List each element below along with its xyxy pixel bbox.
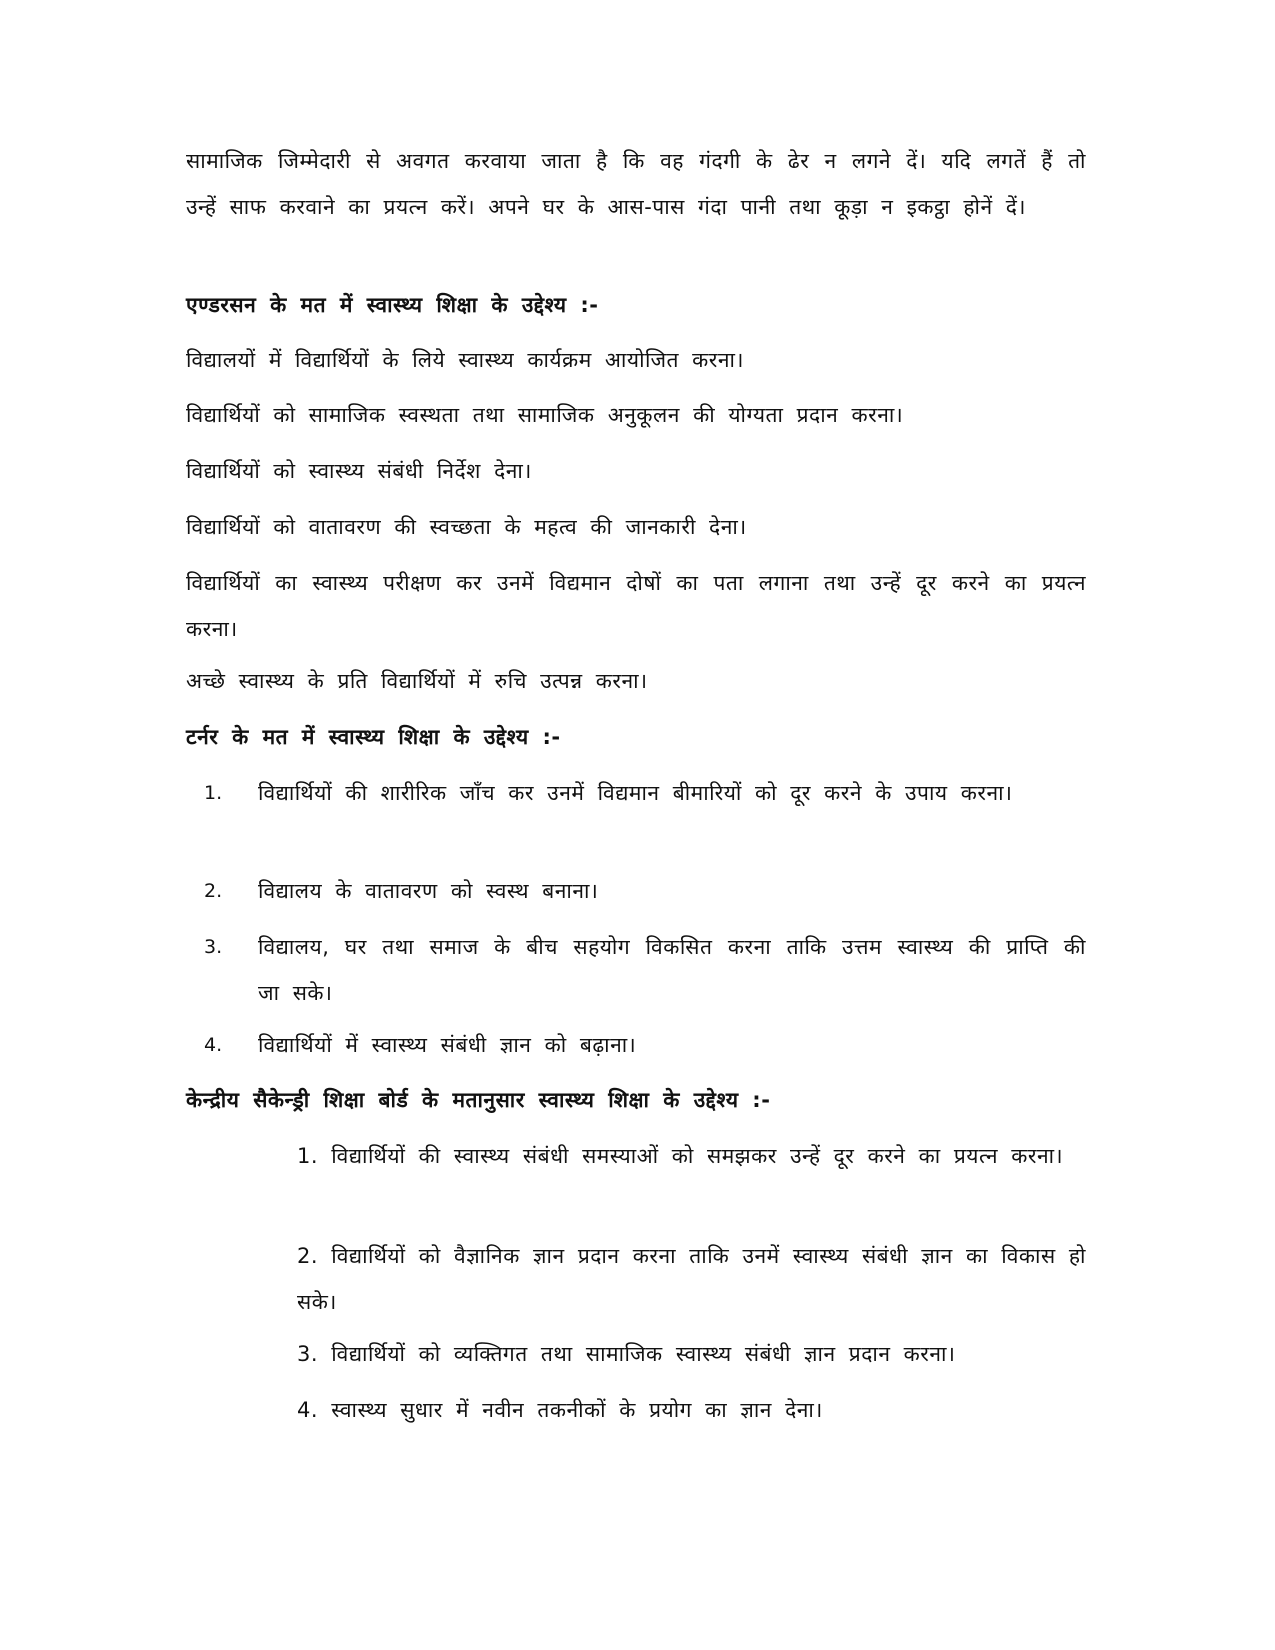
turner-item-text: विद्यालय के वातावरण को स्वस्थ बनाना।: [258, 879, 599, 903]
cbse-item: 1. विद्यार्थियों की स्वास्थ्य संबंधी समस्याओं को समझकर उन्हें दूर करने का प्रयत्न करना।: [297, 1144, 1064, 1168]
turner-heading: टर्नर के मत में स्वास्थ्य शिक्षा के उद्देश्य :-: [186, 725, 561, 749]
intro-paragraph: सामाजिक जिम्मेदारी से अवगत करवाया जाता है कि वह गंदगी के ढेर न लगने दें। यदि लगतें हैं तो उन्हें साफ करवाने का प्रयत्न करें। अपने घर के आस-पास गंदा पानी तथा कूड़ा न इकट्ठा होनें दें।: [186, 149, 1086, 219]
turner-item-number: 2.: [204, 880, 223, 902]
turner-item-number: 4.: [204, 1034, 223, 1056]
turner-item-text: विद्यार्थियों में स्वास्थ्य संबंधी ज्ञान को बढ़ाना।: [258, 1033, 637, 1057]
anderson-heading: एण्डरसन के मत में स्वास्थ्य शिक्षा के उद्देश्य :-: [186, 293, 599, 317]
anderson-point: विद्यार्थियों को सामाजिक स्वस्थता तथा सामाजिक अनुकूलन की योग्यता प्रदान करना।: [186, 403, 904, 427]
cbse-item: 3. विद्यार्थियों को व्यक्तिगत तथा सामाजिक स्वास्थ्य संबंधी ज्ञान प्रदान करना।: [297, 1342, 956, 1366]
anderson-point: अच्छे स्वास्थ्य के प्रति विद्यार्थियों में रुचि उत्पन्न करना।: [186, 669, 648, 693]
cbse-item: 4. स्वास्थ्य सुधार में नवीन तकनीकों के प्रयोग का ज्ञान देना।: [297, 1398, 823, 1422]
cbse-item: 2. विद्यार्थियों को वैज्ञानिक ज्ञान प्रदान करना ताकि उनमें स्वास्थ्य संबंधी ज्ञान का विकास हो सके।: [297, 1244, 1086, 1314]
turner-item-text: विद्यार्थियों की शारीरिक जाँच कर उनमें विद्यमान बीमारियों को दूर करने के उपाय करना।: [258, 781, 1013, 805]
anderson-point: विद्यार्थियों को वातावरण की स्वच्छता के महत्व की जानकारी देना।: [186, 515, 747, 539]
anderson-point: विद्यार्थियों को स्वास्थ्य संबंधी निर्देश देना।: [186, 459, 532, 483]
anderson-point: विद्यालयों में विद्यार्थियों के लिये स्वास्थ्य कार्यक्रम आयोजित करना।: [186, 348, 744, 372]
turner-item-number: 3.: [204, 936, 223, 958]
turner-item-text: विद्यालय, घर तथा समाज के बीच सहयोग विकसित करना ताकि उत्तम स्वास्थ्य की प्राप्ति की जा सके।: [258, 935, 1086, 1005]
anderson-point: विद्यार्थियों का स्वास्थ्य परीक्षण कर उनमें विद्यमान दोषों का पता लगाना तथा उन्हें दूर करने का प्रयत्न करना।: [186, 571, 1086, 641]
cbse-heading: केन्द्रीय सैकेन्ड्री शिक्षा बोर्ड के मतानुसार स्वास्थ्य शिक्षा के उद्देश्य :-: [186, 1088, 771, 1112]
turner-item-number: 1.: [204, 782, 223, 804]
